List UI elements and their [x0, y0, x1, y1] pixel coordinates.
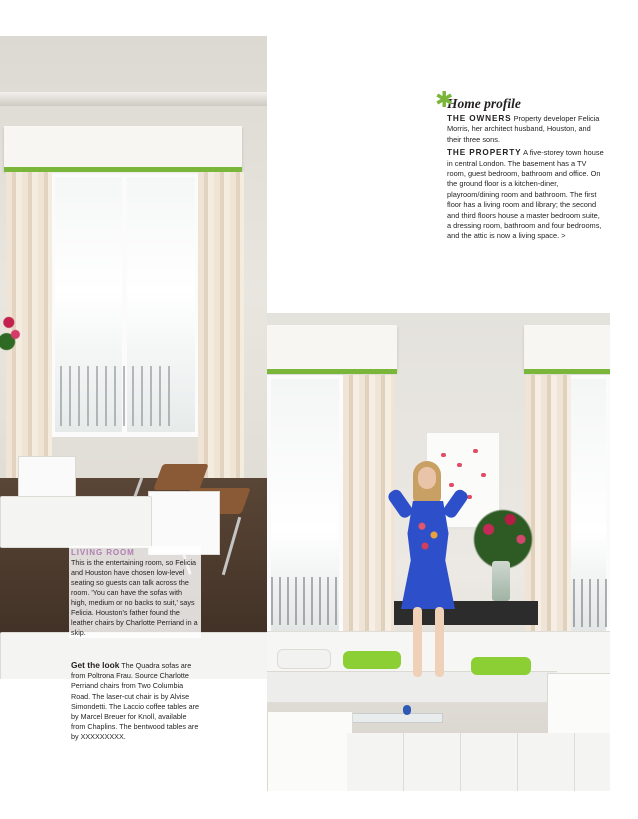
owners-label: THE OWNERS [447, 114, 512, 123]
white-cushion [277, 649, 331, 669]
get-the-look-text: The Quadra sofas are from Poltrona Frau. Source Charlotte Perriand chairs from Two Columbia Road. The laser-cut chair is by Alvise Simondetti. The Laccio coffee tables are by Marcel Breuer for Knoll, available from Chaplins. The bentwood tables are by XXXXXXXXX. [71, 661, 199, 742]
cornice [0, 92, 267, 106]
property-label: THE PROPERTY [447, 148, 522, 158]
window-valance [267, 325, 397, 371]
balcony-railing [60, 366, 170, 426]
valance-green-trim [267, 369, 397, 374]
leather-chair [153, 464, 208, 490]
get-the-look-heading: Get the look [71, 660, 120, 670]
window-valance [4, 126, 242, 170]
flower-arrangement [0, 308, 22, 356]
window-valance [524, 325, 610, 371]
home-profile-title: Home profile [447, 96, 521, 111]
living-room-heading: LIVING ROOM [71, 548, 135, 557]
valance-green-trim [524, 369, 610, 374]
balcony-railing [573, 579, 609, 627]
owners-text: Property developer Felicia Morris, her architect husband, Houston, and their three sons. [447, 114, 600, 144]
property-section [447, 148, 605, 242]
white-sofa-arm [267, 711, 353, 791]
white-sofa [0, 496, 152, 548]
balcony-railing [271, 577, 337, 625]
living-room-photo-right [267, 313, 610, 791]
glass-vase [492, 561, 510, 601]
blue-glass-object [403, 705, 411, 715]
home-profile [435, 88, 605, 245]
curtain-right [198, 172, 244, 484]
get-the-look [71, 660, 199, 743]
coffee-table [351, 713, 443, 723]
property-text: A five-storey town house in central London. The basement has a TV room, guest bedroom, bathroom and office. On the ground floor is a kitchen-diner, playroom/dining room and bathroom. The first floor has a living room and library; the second and third floors house a master bedroom suite, a dressing room, bathroom and four bedrooms, and the attic is now a living space. > [447, 148, 604, 241]
woman-standing [373, 461, 483, 691]
living-room-caption [69, 546, 201, 638]
white-sofa-front [347, 733, 610, 791]
living-room-text: This is the entertaining room, so Felicia and Houston have chosen low-level seating so guests can talk across the room. 'You can have the sofas with high, medium or no backs to suit,' says Felicia. Houston's father found the leather chairs by Charlotte Perriand in a skip. [71, 558, 198, 637]
asterisk-icon: ✱ [435, 88, 454, 113]
owners-section [447, 114, 605, 145]
